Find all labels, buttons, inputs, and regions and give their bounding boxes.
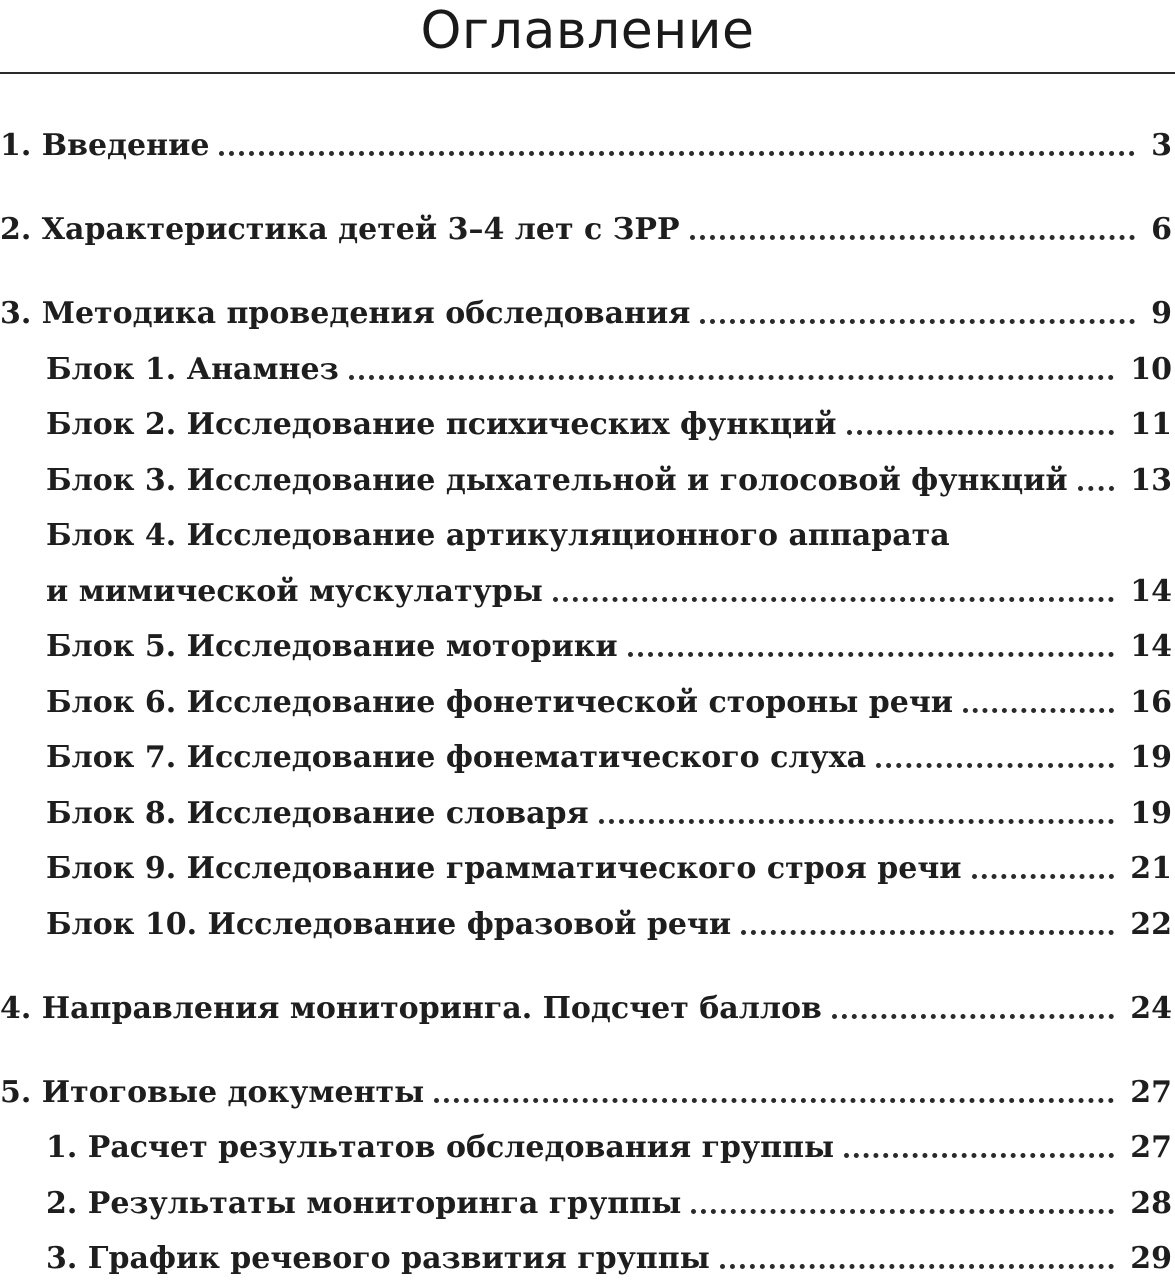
- toc-entry-label: Блок 4. Исследование артикуляционного аппарата: [46, 518, 950, 553]
- toc-entry-label: 2. Результаты мониторинга группы: [46, 1186, 682, 1221]
- dot-leader: [700, 319, 1135, 324]
- toc-entry-introduction[interactable]: [0, 122, 1172, 166]
- toc-entry-block-3[interactable]: [46, 457, 1172, 501]
- dot-leader: [599, 819, 1115, 824]
- toc-entry-page: 19: [1130, 796, 1172, 831]
- toc-entry-page: 10: [1130, 352, 1172, 387]
- toc-entry-group-monitoring-results[interactable]: [46, 1180, 1172, 1224]
- dot-leader: [1078, 486, 1115, 491]
- dot-leader: [628, 652, 1115, 657]
- toc-entry-label: Блок 3. Исследование дыхательной и голосовой функций: [46, 463, 1068, 498]
- toc-entry-block-7[interactable]: [46, 734, 1172, 778]
- toc-entry-group-results-calculation[interactable]: [46, 1124, 1172, 1168]
- toc-entry-page: 13: [1130, 463, 1172, 498]
- toc-entry-block-4-line-1[interactable]: [46, 512, 1172, 556]
- toc-entry-block-8[interactable]: [46, 790, 1172, 834]
- page-title: Оглавление: [420, 1, 755, 61]
- dot-leader: [844, 1153, 1114, 1158]
- dot-leader: [720, 1264, 1114, 1269]
- toc-entry-label: 2. Характеристика детей 3–4 лет с ЗРР: [0, 212, 680, 247]
- toc-entry-block-6[interactable]: [46, 679, 1172, 723]
- dot-leader: [434, 1098, 1114, 1103]
- toc-entry-label: 4. Направления мониторинга. Подсчет баллов: [0, 991, 822, 1026]
- dot-leader: [847, 430, 1115, 435]
- toc-entry-label: 1. Введение: [0, 128, 210, 163]
- toc-entry-block-9[interactable]: [46, 845, 1172, 889]
- toc-entry-label: 3. Методика проведения обследования: [0, 296, 691, 331]
- toc-entry-page: 6: [1151, 212, 1172, 247]
- toc-entry-page: 19: [1130, 740, 1172, 775]
- dot-leader: [219, 151, 1135, 156]
- toc-entry-page: 27: [1130, 1075, 1172, 1110]
- toc-entry-page: 28: [1130, 1186, 1172, 1221]
- dot-leader: [963, 708, 1114, 713]
- toc-entry-page: 21: [1130, 851, 1172, 886]
- dot-leader: [349, 375, 1115, 380]
- toc-entry-label: Блок 1. Анамнез: [46, 352, 339, 387]
- dot-leader: [691, 1209, 1114, 1214]
- dot-leader: [741, 930, 1114, 935]
- toc-entry-page: 16: [1130, 685, 1172, 720]
- toc-entry-methodology[interactable]: [0, 290, 1172, 334]
- toc-entry-page: 24: [1130, 991, 1172, 1026]
- toc-entry-block-4-line-2[interactable]: [46, 568, 1172, 612]
- toc-entry-label: Блок 10. Исследование фразовой речи: [46, 907, 732, 942]
- toc-entry-page: 29: [1130, 1241, 1172, 1276]
- toc-entry-characteristics[interactable]: [0, 206, 1172, 250]
- toc-entry-block-1[interactable]: [46, 346, 1172, 390]
- toc-entry-page: 11: [1130, 407, 1172, 442]
- toc-entry-page: 22: [1130, 907, 1172, 942]
- toc-entry-label: Блок 6. Исследование фонетической стороны речи: [46, 685, 954, 720]
- toc-entry-page: 14: [1130, 629, 1172, 664]
- toc-entry-block-2[interactable]: [46, 401, 1172, 445]
- toc-entry-label: и мимической мускулатуры: [46, 574, 543, 609]
- toc-entry-final-documents[interactable]: [0, 1069, 1172, 1113]
- dot-leader: [876, 763, 1114, 768]
- dot-leader: [832, 1014, 1114, 1019]
- toc-entry-page: 27: [1130, 1130, 1172, 1165]
- toc-entry-block-5[interactable]: [46, 623, 1172, 667]
- toc-entry-speech-development-chart[interactable]: [46, 1235, 1172, 1279]
- toc-entry-monitoring[interactable]: [0, 985, 1172, 1029]
- toc-entry-block-10[interactable]: [46, 901, 1172, 945]
- toc-entry-label: Блок 2. Исследование психических функций: [46, 407, 837, 442]
- toc-entry-label: 3. График речевого развития группы: [46, 1241, 710, 1276]
- toc-entry-page: 3: [1151, 128, 1172, 163]
- toc-entry-label: Блок 5. Исследование моторики: [46, 629, 618, 664]
- toc-entry-label: 5. Итоговые документы: [0, 1075, 425, 1110]
- toc-entry-label: Блок 9. Исследование грамматического строя речи: [46, 851, 962, 886]
- dot-leader: [972, 874, 1115, 879]
- toc-entry-label: Блок 8. Исследование словаря: [46, 796, 589, 831]
- toc-entry-label: 1. Расчет результатов обследования группы: [46, 1130, 835, 1165]
- dot-leader: [553, 597, 1114, 602]
- toc-entry-page: 9: [1151, 296, 1172, 331]
- dot-leader: [690, 235, 1136, 240]
- toc-entry-label: Блок 7. Исследование фонематического слуха: [46, 740, 867, 775]
- toc-entry-page: 14: [1130, 574, 1172, 609]
